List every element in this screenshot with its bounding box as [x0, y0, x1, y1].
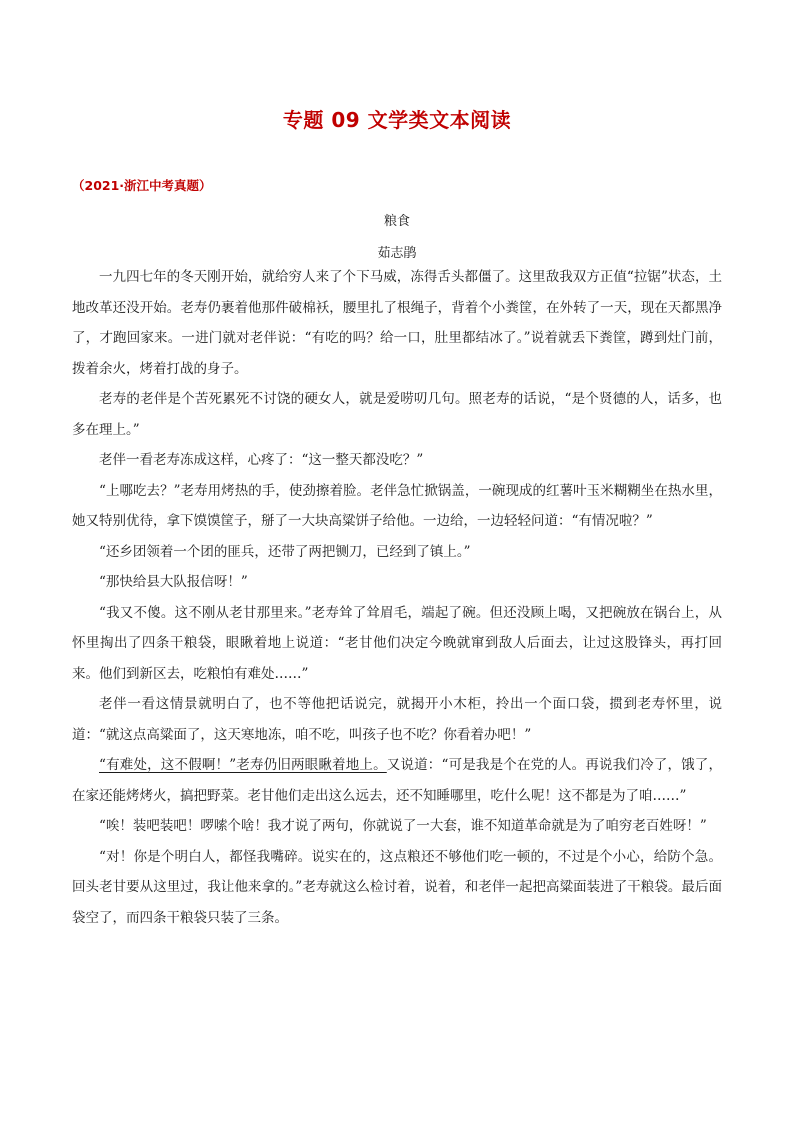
paragraph: “那快给县大队报信呀！”	[99, 574, 248, 590]
paragraph: 老伴一看老寿冻成这样，心疼了：“这一整天都没吃？”	[99, 452, 424, 468]
paragraph: “上哪吃去？”老寿用烤热的手，使劲擦着脸。老伴急忙掀锅盖，一碗现成的红薯叶玉米糊糊坐在热水里，她又特别优待，拿下馍馍筐子，掰了一大块高粱饼子给他。一边给，一边轻轻问道：“有情况啦？”	[72, 482, 722, 529]
article-author: 茹志鹃	[377, 246, 417, 261]
underlined-sentence: “有难处，这不假啊！”老寿仍旧两眼瞅着地上。	[99, 757, 387, 773]
paragraph: “还乡团领着一个团的匪兵，还带了两把铡刀，已经到了镇上。”	[99, 543, 471, 560]
article-body	[72, 262, 722, 933]
paragraph: “我又不傻。这不刚从老甘那里来。”老寿耸了耸眉毛，端起了碗。但还没顾上喝，又把碗放在锅台上，从怀里掏出了四条干粮袋，眼瞅着地上说道：“老甘他们决定今晚就窜到敌人后面去，让过这股锋头，再打回来。他们到新区去，吃粮怕有难处……”	[72, 604, 722, 682]
paragraph	[72, 750, 722, 811]
paragraph-continuation: 又说道：“可是我是个在党的人。再说我们冷了，饿了，在家还能烤烤火，搞把野菜。老甘他们走出这么远去，还不知睡哪里，吃什么呢！这不都是为了咱……”	[72, 757, 722, 804]
page-title: 专题 09 文学类文本阅读	[282, 108, 512, 132]
paragraph: “对！你是个明白人，都怪我嘴碎。说实在的，这点粮还不够他们吃一顿的，不过是个小心，给防个急。回头老甘要从这里过，我让他来拿的。”老寿就这么检讨着，说着，和老伴一起把高粱面装进了干粮袋。最后面袋空了，而四条干粮袋只装了三条。	[72, 848, 722, 926]
exam-source-label: （2021·浙江中考真题）	[72, 178, 212, 193]
paragraph: 一九四七年的冬天刚开始，就给穷人来了个下马威，冻得舌头都僵了。这里敌我双方正值“拉锯”状态，土地改革还没开始。老寿仍裹着他那件破棉袄，腰里扎了根绳子，背着个小粪筐，在外转了一天，现在天都黑净了，才跑回家来。一进门就对老伴说：“有吃的吗？给一口，肚里都结冰了。”说着就丢下粪筐，蹲到灶门前，拨着余火，烤着打战的身子。	[72, 269, 722, 377]
paragraph: “唉！装吧装吧！啰嗦个啥！我才说了两句，你就说了一大套，谁不知道革命就是为了咱穷老百姓呀！”	[99, 818, 707, 834]
article-title: 粮食	[383, 214, 410, 229]
paragraph: 老伴一看这情景就明白了，也不等他把话说完，就揭开小木柜，拎出一个面口袋，掼到老寿怀里，说道：“就这点高粱面了，这天寒地冻，咱不吃，叫孩子也不吃？你看着办吧！”	[72, 696, 722, 743]
paragraph: 老寿的老伴是个苦死累死不讨饶的硬女人，就是爱唠叨几句。照老寿的话说，“是个贤德的人，话多，也多在理上。”	[72, 391, 722, 438]
